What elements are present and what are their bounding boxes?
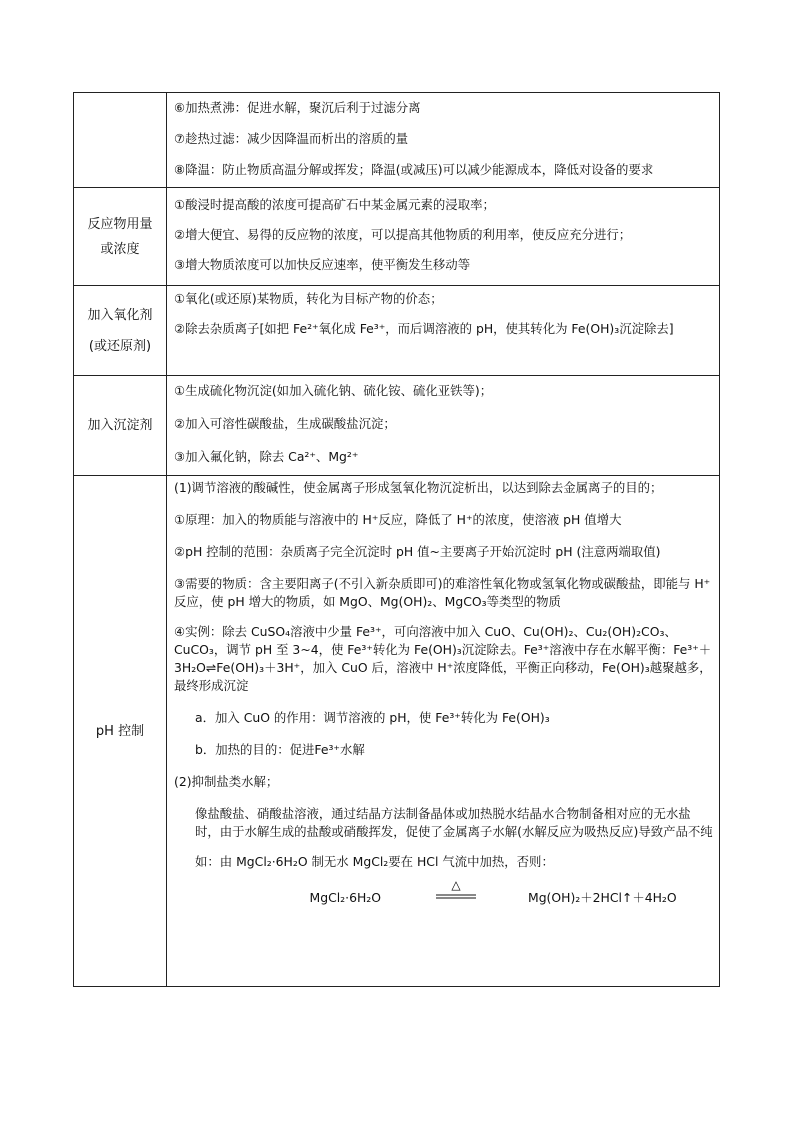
row-content bbox=[167, 376, 720, 476]
list-item: ⑧降温：防止物质高温分解或挥发；降温(或减压)可以减少能源成本，降低对设备的要求 bbox=[174, 162, 654, 177]
chemical-equation bbox=[167, 871, 719, 911]
list-item: ①生成硫化物沉淀(如加入硫化钠、硫化铵、硫化亚铁等)； bbox=[174, 383, 493, 398]
list-item: ⑦趁热过滤：减少因降温而析出的溶质的量 bbox=[174, 131, 409, 146]
process-condition-table bbox=[73, 92, 720, 987]
row-content bbox=[167, 93, 720, 188]
list-item: ②增大便宜、易得的反应物的浓度，可以提高其他物质的利用率，使反应充分进行； bbox=[174, 227, 632, 242]
row-content bbox=[167, 286, 720, 376]
heat-equals-icon bbox=[436, 877, 476, 907]
row-label-line: 反应物用量 bbox=[87, 216, 153, 232]
row-content bbox=[167, 476, 720, 987]
list-item: ①原理：加入的物质能与溶液中的 H⁺反应，降低了 H⁺的浓度，使溶液 pH 值增大 bbox=[174, 512, 622, 527]
list-item: ③加入氟化钠，除去 Ca²⁺、Mg²⁺ bbox=[174, 449, 359, 464]
row-label-empty bbox=[74, 93, 167, 188]
row-label-line: (或还原剂) bbox=[88, 338, 152, 354]
list-item: 像盐酸盐、硝酸盐溶液，通过结晶方法制备晶体或加热脱水结晶水合物制备相对应的无水盐时，由于水解生成的盐酸或硝酸挥发，促使了金属离子水解(水解反应为吸热反应)导致产品不纯 bbox=[195, 806, 713, 839]
equation-reactant: MgCl₂·6H₂O bbox=[309, 890, 381, 905]
list-item: ④实例：除去 CuSO₄溶液中少量 Fe³⁺，可向溶液中加入 CuO、Cu(OH)₂、Cu₂(OH)₂CO₃、CuCO₃，调节 pH 至 3~4，使 Fe³⁺转化为 Fe(OH)₃沉淀除去。Fe³⁺溶液中存在水解平衡：Fe³⁺＋3H₂O⇌Fe(OH)₃＋3H⁺，加入 CuO 后，溶液中 H⁺浓度降低，平衡正向移动，Fe(OH)₃越聚越多，最终形成沉淀 bbox=[174, 624, 712, 693]
table-row bbox=[74, 93, 720, 188]
list-item: ③需要的物质：含主要阳离子(不引入新杂质即可)的难溶性氧化物或氢氧化物或碳酸盐，即能与 H⁺反应，使 pH 增大的物质，如 MgO、Mg(OH)₂、MgCO₃等类型的物质 bbox=[174, 576, 711, 609]
list-item: ②pH 控制的范围：杂质离子完全沉淀时 pH 值~主要离子开始沉淀时 pH (注意两端取值) bbox=[174, 544, 661, 559]
list-item: ①酸浸时提高酸的浓度可提高矿石中某金属元素的浸取率； bbox=[174, 197, 495, 212]
row-label-line: 加入氧化剂 bbox=[87, 307, 153, 323]
list-item: (2)抑制盐类水解； bbox=[174, 774, 279, 789]
list-item: ②除去杂质离子[如把 Fe²⁺氧化成 Fe³⁺，而后调溶液的 pH，使其转化为 Fe(OH)₃沉淀除去] bbox=[174, 321, 674, 336]
equation-products: Mg(OH)₂＋2HCl↑＋4H₂O bbox=[528, 890, 677, 905]
row-label bbox=[74, 376, 167, 476]
row-label bbox=[74, 286, 167, 376]
list-item: 如：由 MgCl₂·6H₂O 制无水 MgCl₂要在 HCl 气流中加热，否则： bbox=[195, 854, 554, 869]
list-item: ①氧化(或还原)某物质，转化为目标产物的价态； bbox=[174, 291, 443, 306]
row-label-line: 加入沉淀剂 bbox=[87, 418, 153, 433]
row-label bbox=[74, 188, 167, 286]
list-item: ⑥加热煮沸：促进水解，聚沉后利于过滤分离 bbox=[174, 100, 421, 115]
table-row bbox=[74, 188, 720, 286]
row-label bbox=[74, 476, 167, 987]
list-item: a．加入 CuO 的作用：调节溶液的 pH，使 Fe³⁺转化为 Fe(OH)₃ bbox=[195, 710, 550, 725]
table-row bbox=[74, 286, 720, 376]
list-item: ③增大物质浓度可以加快反应速率，使平衡发生移动等 bbox=[174, 257, 471, 272]
list-item: ②加入可溶性碳酸盐，生成碳酸盐沉淀； bbox=[174, 416, 396, 431]
row-label-line: 或浓度 bbox=[100, 241, 140, 257]
table-row bbox=[74, 476, 720, 987]
table-row bbox=[74, 376, 720, 476]
list-item: b．加热的目的：促进Fe³⁺水解 bbox=[195, 742, 365, 757]
list-item: (1)调节溶液的酸碱性，使金属离子形成氢氧化物沉淀析出，以达到除去金属离子的目的； bbox=[174, 480, 663, 495]
row-content bbox=[167, 188, 720, 286]
row-label-line: pH 控制 bbox=[95, 723, 145, 739]
heat-condition: △ bbox=[451, 878, 461, 892]
